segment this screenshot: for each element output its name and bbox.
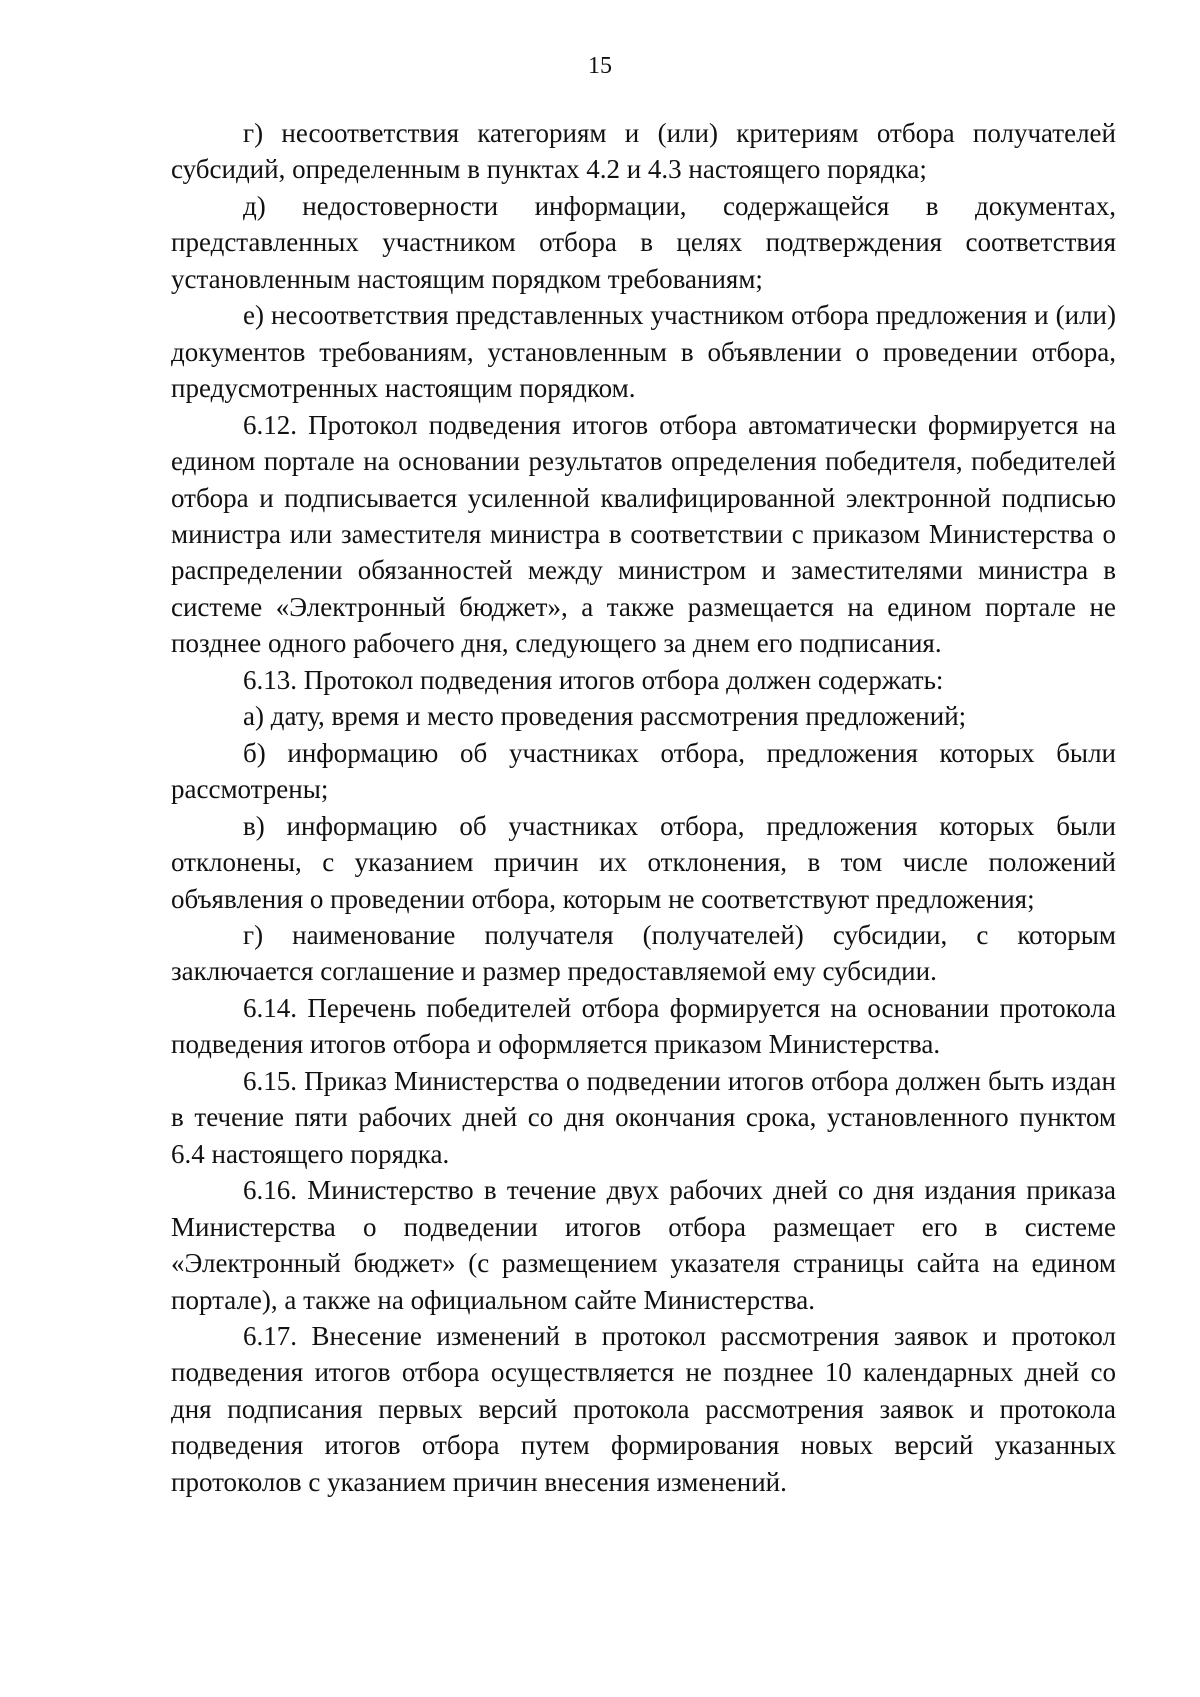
paragraph-6-13: 6.13. Протокол подведения итогов отбора должен содержать:: [243, 664, 944, 695]
paragraph-6-13-a: а) дату, время и место проведения рассмотрения предложений;: [243, 701, 967, 732]
document-body: [171, 115, 1116, 1500]
paragraph-item-d-unreliable-info: д) недостоверности информации, содержащейся в документах, представленных участником отбора в целях подтверждения соответствия установленным настоящим порядком требованиям;: [171, 190, 1116, 294]
paragraph-item-e-noncompliance: е) несоответствия представленных участником отбора предложения и (или) документов требованиям, установленным в объявлении о проведении отбора, предусмотренных настоящим порядком.: [171, 300, 1116, 404]
paragraph-item-g-categories: г) несоответствия категориям и (или) критериям отбора получателей субсидий, определенным в пунктах 4.2 и 4.3 настоящего порядка;: [171, 118, 1116, 185]
paragraph-6-12: 6.12. Протокол подведения итогов отбора автоматически формируется на едином портале на основании результатов определения победителя, победителей отбора и подписывается усиленной квалифицированной электронной подписью министра или заместителя министра в соответствии с приказом Министерства о распределении обязанностей между министром и заместителями министра в системе «Электронный бюджет», а также размещается на едином портале не позднее одного рабочего дня, следующего за днем его подписания.: [171, 409, 1116, 659]
paragraph-6-16: 6.16. Министерство в течение двух рабочих дней со дня издания приказа Министерства о подведении итогов отбора размещает его в системе «Электронный бюджет» (с размещением указателя страницы сайта на едином портале), а также на официальном сайте Министерства.: [171, 1175, 1116, 1315]
paragraph-6-17: 6.17. Внесение изменений в протокол рассмотрения заявок и протокол подведения итогов отбора осуществляется не позднее 10 календарных дней со дня подписания первых версий протокола рассмотрения заявок и протокола подведения итогов отбора путем формирования новых версий указанных протоколов с указанием причин внесения изменений.: [171, 1320, 1116, 1497]
page-number: 15: [588, 53, 612, 79]
paragraph-6-14: 6.14. Перечень победителей отбора формируется на основании протокола подведения итогов отбора и оформляется приказом Министерства.: [171, 992, 1116, 1060]
paragraph-6-13-g: г) наименование получателя (получателей) субсидии, с которым заключается соглашение и размер предоставляемой ему субсидии.: [171, 919, 1116, 987]
paragraph-6-15: 6.15. Приказ Министерства о подведении итогов отбора должен быть издан в течение пяти рабочих дней со дня окончания срока, установленного пунктом 6.4 настоящего порядка.: [171, 1065, 1116, 1169]
paragraph-6-13-v: в) информацию об участниках отбора, предложения которых были отклонены, с указанием причин их отклонения, в том числе положений объявления о проведении отбора, которым не соответствуют предложения;: [171, 810, 1116, 914]
paragraph-6-13-b: б) информацию об участниках отбора, предложения которых были рассмотрены;: [171, 737, 1116, 805]
